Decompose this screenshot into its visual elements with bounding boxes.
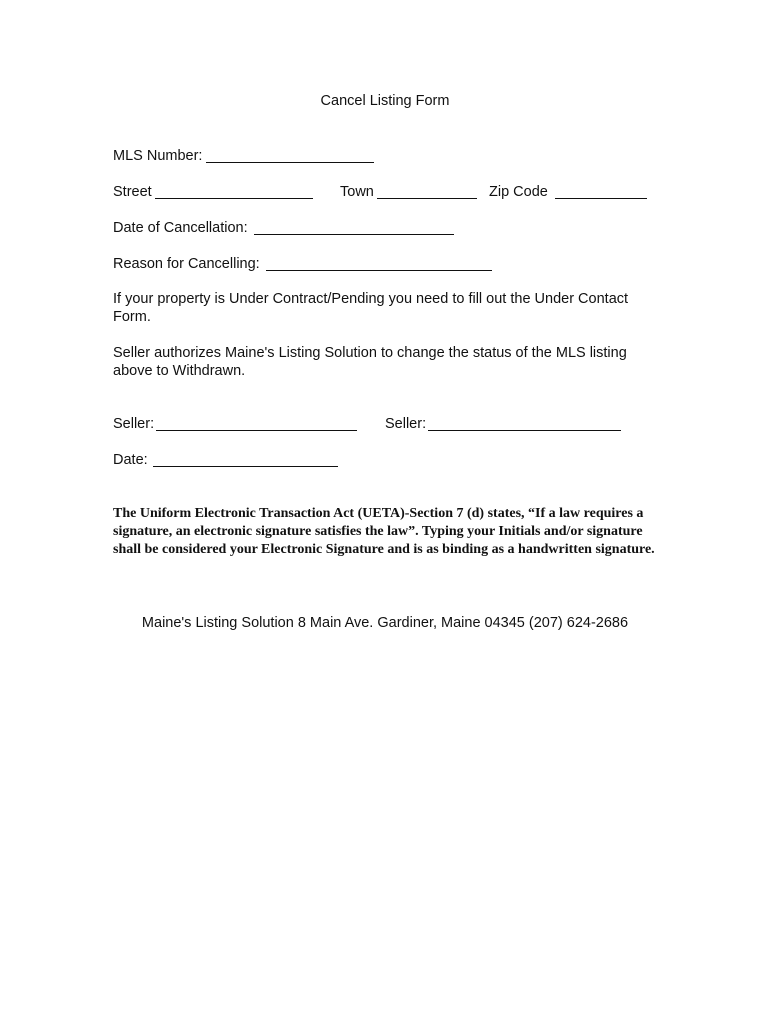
street-field[interactable] (155, 198, 313, 199)
form-title: Cancel Listing Form (320, 93, 450, 109)
date-field[interactable] (153, 466, 338, 467)
reason-for-cancelling-field[interactable] (266, 270, 492, 271)
street-label: Street (113, 184, 152, 200)
seller-1-signature-field[interactable] (156, 430, 357, 431)
seller-authorization-text: Seller authorizes Maine's Listing Solution to change the status of the MLS listing above to Withdrawn. (113, 345, 627, 379)
under-contract-notice: If your property is Under Contract/Pending you need to fill out the Under Contact Form. (113, 291, 629, 325)
company-footer: Maine's Listing Solution 8 Main Ave. Gardiner, Maine 04345 (207) 624-2686 (141, 615, 629, 631)
date-label: Date: (113, 452, 148, 468)
seller-1-label: Seller: (113, 416, 155, 432)
seller-2-signature-field[interactable] (428, 430, 621, 431)
zip-code-label: Zip Code (489, 184, 548, 200)
town-field[interactable] (377, 198, 477, 199)
town-label: Town (340, 184, 374, 200)
ueta-statement: The Uniform Electronic Transaction Act (UETA)-Section 7 (d) states, “If a law requires a signature, an electronic signature satisfies the law”. Typing your Initials and/or signature shall be considered your Electronic Signature and is as binding as a handwritten signature. (113, 506, 655, 557)
zip-code-field[interactable] (555, 198, 647, 199)
date-of-cancellation-field[interactable] (254, 234, 454, 235)
mls-number-label: MLS Number: (113, 148, 203, 164)
mls-number-field[interactable] (206, 162, 374, 163)
date-of-cancellation-label: Date of Cancellation: (113, 220, 248, 236)
reason-for-cancelling-label: Reason for Cancelling: (113, 256, 260, 272)
seller-2-label: Seller: (385, 416, 427, 432)
